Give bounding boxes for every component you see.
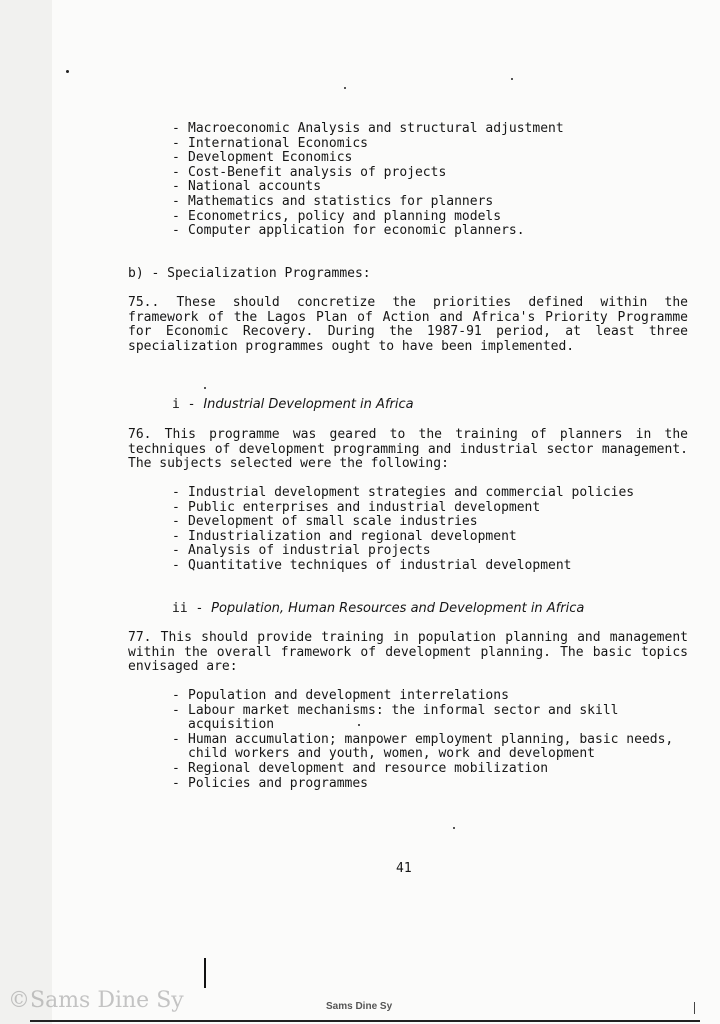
topic-list-c [172,689,692,791]
page-number: 41 [396,861,412,876]
list-item: - Public enterprises and industrial development [172,501,692,516]
scan-edge-mark [694,1002,695,1014]
list-item: - Macroeconomic Analysis and structural adjustment [172,122,692,137]
bottom-rule [30,1020,700,1022]
paragraph-77: 77. This should provide training in population planning and management within the overall framework of development planning. The basic topics envisaged are: [128,630,688,675]
subheading-number: i - [172,397,196,412]
scan-speck [511,78,513,80]
list-item: - International Economics [172,137,692,152]
subheading-title: Population, Human Resources and Development in Africa [211,601,585,616]
list-item: - Quantitative techniques of industrial development [172,559,692,574]
list-item: - Policies and programmes [172,777,692,792]
list-item: - Regional development and resource mobilization [172,762,692,777]
list-item: - Mathematics and statistics for planners [172,195,692,210]
list-item: - Human accumulation; manpower employment planning, basic needs, child workers and youth, women, work and development [172,733,692,762]
list-item: - Econometrics, policy and planning models [172,210,692,225]
list-item: - Development of small scale industries [172,515,692,530]
scan-speck [204,387,206,389]
list-item: - Industrialization and regional development [172,530,692,545]
footer-label: Sams Dine Sy [326,1001,393,1012]
scan-speck [66,70,69,73]
subheading-population-human-resources [172,602,584,617]
paragraph-75: 75.. These should concretize the priorities defined within the framework of the Lagos Plan of Action and Africa's Priority Programme for Economic Recovery. During the 1987-91 period, at least three specialization programmes ought to have been implemented. [128,295,688,354]
watermark: ©Sams Dine Sy [8,988,184,1013]
scan-speck [344,87,346,89]
list-item: - Industrial development strategies and commercial policies [172,486,692,501]
subheading-title: Industrial Development in Africa [203,397,414,412]
list-item: - National accounts [172,180,692,195]
list-item: - Analysis of industrial projects [172,544,692,559]
list-item: - Computer application for economic planners. [172,224,692,239]
topic-list-b [172,486,692,574]
subheading-industrial-development [172,398,414,413]
section-heading-b: b) - Specialization Programmes: [128,266,371,281]
topic-list-a [172,122,692,239]
scan-vertical-line [204,958,206,988]
list-item: - Population and development interrelations [172,689,692,704]
scan-margin-shade [0,0,52,1024]
list-item: - Development Economics [172,151,692,166]
subheading-number: ii - [172,601,204,616]
list-item: - Labour market mechanisms: the informal sector and skill acquisition [172,704,666,733]
paragraph-76: 76. This programme was geared to the training of planners in the techniques of development programming and industrial sector management. The subjects selected were the following: [128,427,688,472]
scan-speck [453,827,455,829]
list-item: - Cost-Benefit analysis of projects [172,166,692,181]
